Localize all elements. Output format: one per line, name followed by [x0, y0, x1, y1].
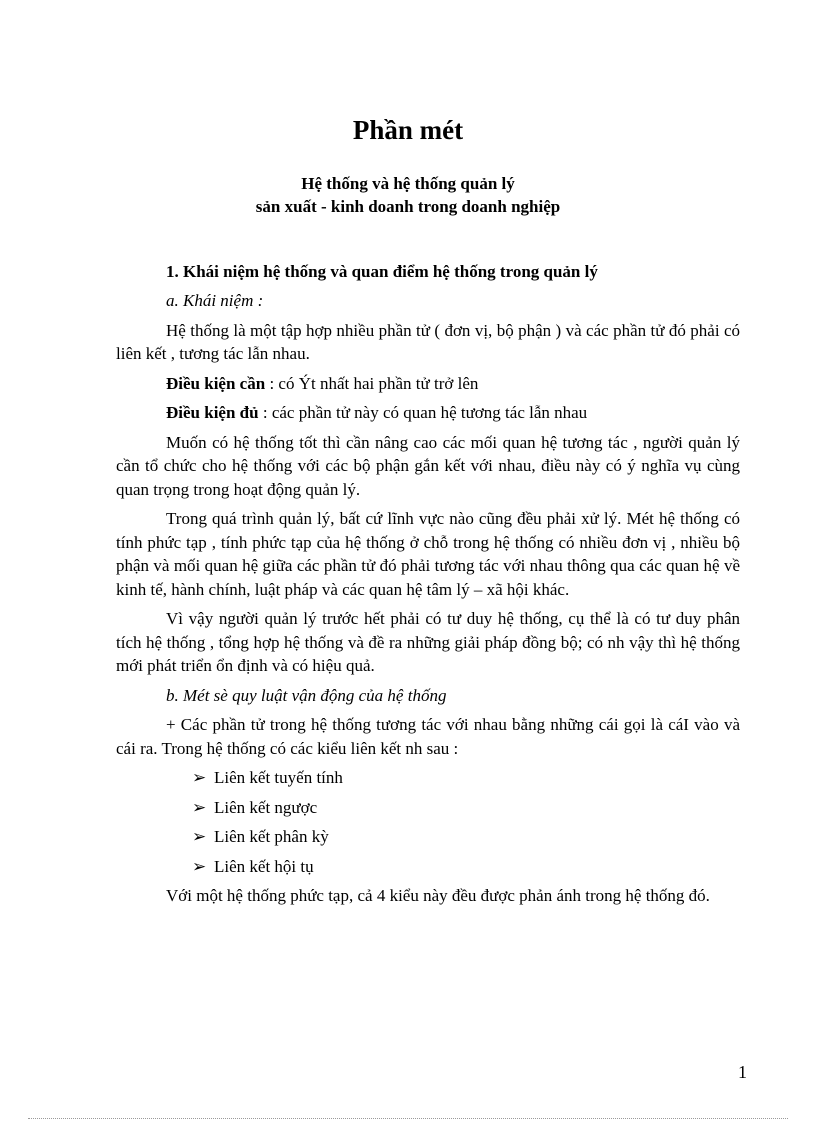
arrowhead-bullet-icon: ➢: [192, 827, 207, 846]
page-number: 1: [738, 1062, 747, 1082]
necessary-condition: [116, 372, 740, 396]
list-item: [192, 796, 740, 820]
conclusion-paragraph: Với một hệ thống phức tạp, cả 4 kiểu này đều được phản ánh trong hệ thống đó.: [166, 886, 710, 905]
list-item-text: Liên kết tuyến tính: [214, 768, 343, 787]
complexity-paragraph: Trong quá trình quản lý, bất cứ lĩnh vực nào cũng đều phải xử lý. Mét hệ thống có tính phức tạp , tính phức tạp của hệ thống ở chỗ trong hệ thống có nhiều đơn vị , nhiều bộ phận và mối quan hệ giữa các phần tử đó phải tương tác với nhau thông qua các quan hệ về kinh tế, hành chính, luật pháp và các quan hệ tâm lý – xã hội khác.: [116, 509, 740, 599]
sufficient-condition-label: Điều kiện đủ: [166, 403, 259, 422]
link-types-list: [116, 766, 740, 878]
arrowhead-bullet-icon: ➢: [192, 856, 207, 876]
subsection-a-heading: a. Khái niệm :: [166, 291, 264, 310]
subtitle-line-1: Hệ thống và hệ thống quản lý: [301, 174, 515, 193]
list-item: [192, 766, 740, 790]
section-heading: 1. Khái niệm hệ thống và quan điểm hệ thống trong quản lý: [166, 262, 598, 281]
subsection-b-heading: b. Mét sè quy luật vận động của hệ thống: [166, 685, 447, 705]
list-item-text: Liên kết phân kỳ: [214, 827, 329, 846]
chapter-title: Phần mét: [352, 115, 464, 145]
chapter-subtitle: [0, 172, 816, 218]
document-body: [116, 289, 740, 914]
page-bottom-rule: [28, 1118, 788, 1119]
list-item-text: Liên kết ngược: [214, 797, 318, 817]
necessary-condition-text: : có Ýt nhất hai phần tử trở lên: [265, 373, 479, 393]
input-output-paragraph: + Các phần tử trong hệ thống tương tác với nhau bằng những cái gọi là cáI vào và cái ra. Trong hệ thống có các kiểu liên kết nh sau :: [116, 715, 740, 758]
systems-thinking-paragraph: Vì vậy người quản lý trước hết phải có tư duy hệ thống, cụ thể là có tư duy phân tích hệ thống , tổng hợp hệ thống và đề ra những giải pháp đồng bộ; có nh vậy thì hệ thống mới phát triển ổn định và có hiệu quả.: [116, 609, 740, 675]
sufficient-condition: [116, 401, 740, 425]
definition-paragraph: Hệ thống là một tập hợp nhiều phần tử ( đơn vị, bộ phận ) và các phần tử đó phải có liên kết , tương tác lẫn nhau.: [116, 320, 740, 363]
necessary-condition-label: Điều kiện cần: [166, 373, 266, 393]
relations-paragraph: Muốn có hệ thống tốt thì cần nâng cao các mối quan hệ tương tác , người quản lý cần tổ chức cho hệ thống với các bộ phận gắn kết với nhau, điều này có ý nghĩa vụ cùng quan trọng trong hoạt động quản lý.: [116, 432, 740, 499]
sufficient-condition-text: : các phần tử này có quan hệ tương tác lẫn nhau: [258, 403, 588, 422]
arrowhead-bullet-icon: ➢: [192, 797, 207, 817]
subtitle-line-2: sản xuất - kinh doanh trong doanh nghiệp: [255, 197, 561, 216]
list-item: [192, 855, 740, 879]
list-item-text: Liên kết hội tụ: [214, 856, 314, 876]
arrowhead-bullet-icon: ➢: [192, 768, 207, 787]
list-item: [192, 825, 740, 849]
